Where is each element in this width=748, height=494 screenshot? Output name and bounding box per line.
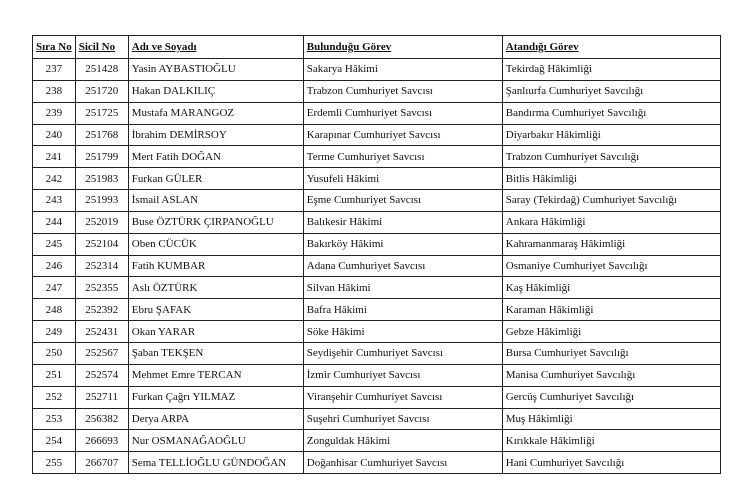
current-post-cell: Suşehri Cumhuriyet Savcısı [303, 408, 502, 430]
sira-no-cell: 254 [33, 430, 76, 452]
current-post-cell: Viranşehir Cumhuriyet Savcısı [303, 386, 502, 408]
assigned-post-cell: Gercüş Cumhuriyet Savcılığı [502, 386, 720, 408]
table-row [33, 430, 721, 452]
table-row [33, 386, 721, 408]
name-cell: Buse ÖZTÜRK ÇIRPANOĞLU [128, 211, 303, 233]
assigned-post-cell: Tekirdağ Hâkimliği [502, 59, 720, 81]
sira-no-cell: 244 [33, 211, 76, 233]
assigned-post-cell: Karaman Hâkimliği [502, 299, 720, 321]
sira-no-cell: 250 [33, 342, 76, 364]
table-row [33, 277, 721, 299]
sicil-no-cell: 252574 [75, 364, 128, 386]
name-cell: Mert Fatih DOĞAN [128, 146, 303, 168]
assigned-post-cell: Diyarbakır Hâkimliği [502, 124, 720, 146]
sira-no-cell: 253 [33, 408, 76, 430]
current-post-cell: Terme Cumhuriyet Savcısı [303, 146, 502, 168]
assigned-post-cell: Manisa Cumhuriyet Savcılığı [502, 364, 720, 386]
assigned-post-cell: Muş Hâkimliği [502, 408, 720, 430]
current-post-cell: Silvan Hâkimi [303, 277, 502, 299]
header-sicil-no: Sicil No [75, 36, 128, 59]
name-cell: Sema TELLİOĞLU GÜNDOĞAN [128, 452, 303, 474]
sira-no-cell: 249 [33, 321, 76, 343]
sicil-no-cell: 252567 [75, 342, 128, 364]
sicil-no-cell: 251799 [75, 146, 128, 168]
sicil-no-cell: 252314 [75, 255, 128, 277]
sicil-no-cell: 252392 [75, 299, 128, 321]
table-row [33, 168, 721, 190]
assigned-post-cell: Kaş Hâkimliği [502, 277, 720, 299]
sicil-no-cell: 251720 [75, 80, 128, 102]
name-cell: Aslı ÖZTÜRK [128, 277, 303, 299]
sira-no-cell: 238 [33, 80, 76, 102]
current-post-cell: Adana Cumhuriyet Savcısı [303, 255, 502, 277]
table-row [33, 102, 721, 124]
current-post-cell: Balıkesir Hâkimi [303, 211, 502, 233]
assigned-post-cell: Şanlıurfa Cumhuriyet Savcılığı [502, 80, 720, 102]
current-post-cell: Trabzon Cumhuriyet Savcısı [303, 80, 502, 102]
current-post-cell: Bakırköy Hâkimi [303, 233, 502, 255]
sicil-no-cell: 252355 [75, 277, 128, 299]
sicil-no-cell: 266693 [75, 430, 128, 452]
name-cell: İsmail ASLAN [128, 190, 303, 212]
table-row [33, 408, 721, 430]
current-post-cell: Doğanhisar Cumhuriyet Savcısı [303, 452, 502, 474]
table-row [33, 124, 721, 146]
assigned-post-cell: Gebze Hâkimliği [502, 321, 720, 343]
sicil-no-cell: 256382 [75, 408, 128, 430]
sira-no-cell: 240 [33, 124, 76, 146]
sicil-no-cell: 251768 [75, 124, 128, 146]
sira-no-cell: 242 [33, 168, 76, 190]
name-cell: Okan YARAR [128, 321, 303, 343]
sira-no-cell: 237 [33, 59, 76, 81]
sicil-no-cell: 252711 [75, 386, 128, 408]
current-post-cell: Seydişehir Cumhuriyet Savcısı [303, 342, 502, 364]
sira-no-cell: 241 [33, 146, 76, 168]
assigned-post-cell: Bursa Cumhuriyet Savcılığı [502, 342, 720, 364]
table-row [33, 364, 721, 386]
sicil-no-cell: 252019 [75, 211, 128, 233]
assigned-post-cell: Saray (Tekirdağ) Cumhuriyet Savcılığı [502, 190, 720, 212]
sicil-no-cell: 251428 [75, 59, 128, 81]
table-row [33, 299, 721, 321]
table-body [33, 59, 721, 474]
sicil-no-cell: 252104 [75, 233, 128, 255]
table-row [33, 233, 721, 255]
header-atandigi-gorev: Atandığı Görev [502, 36, 720, 59]
assigned-post-cell: Osmaniye Cumhuriyet Savcılığı [502, 255, 720, 277]
name-cell: Furkan GÜLER [128, 168, 303, 190]
sira-no-cell: 246 [33, 255, 76, 277]
current-post-cell: Söke Hâkimi [303, 321, 502, 343]
table-row [33, 146, 721, 168]
current-post-cell: Zonguldak Hâkimi [303, 430, 502, 452]
name-cell: Oben CÜCÜK [128, 233, 303, 255]
current-post-cell: Sakarya Hâkimi [303, 59, 502, 81]
sicil-no-cell: 251983 [75, 168, 128, 190]
name-cell: Fatih KUMBAR [128, 255, 303, 277]
table-row [33, 452, 721, 474]
name-cell: İbrahim DEMİRSOY [128, 124, 303, 146]
assigned-post-cell: Bitlis Hâkimliği [502, 168, 720, 190]
table-row [33, 342, 721, 364]
name-cell: Derya ARPA [128, 408, 303, 430]
sicil-no-cell: 251725 [75, 102, 128, 124]
sira-no-cell: 239 [33, 102, 76, 124]
table-row [33, 255, 721, 277]
name-cell: Mustafa MARANGOZ [128, 102, 303, 124]
current-post-cell: Yusufeli Hâkimi [303, 168, 502, 190]
sira-no-cell: 247 [33, 277, 76, 299]
header-sira-no: Sıra No [33, 36, 76, 59]
name-cell: Furkan Çağrı YILMAZ [128, 386, 303, 408]
assigned-post-cell: Kırıkkale Hâkimliği [502, 430, 720, 452]
sira-no-cell: 243 [33, 190, 76, 212]
sira-no-cell: 251 [33, 364, 76, 386]
current-post-cell: İzmir Cumhuriyet Savcısı [303, 364, 502, 386]
sicil-no-cell: 251993 [75, 190, 128, 212]
name-cell: Mehmet Emre TERCAN [128, 364, 303, 386]
sira-no-cell: 252 [33, 386, 76, 408]
table-header-row [33, 36, 721, 59]
assigned-post-cell: Kahramanmaraş Hâkimliği [502, 233, 720, 255]
table-row [33, 190, 721, 212]
sicil-no-cell: 252431 [75, 321, 128, 343]
sicil-no-cell: 266707 [75, 452, 128, 474]
assigned-post-cell: Hani Cumhuriyet Savcılığı [502, 452, 720, 474]
assigned-post-cell: Trabzon Cumhuriyet Savcılığı [502, 146, 720, 168]
current-post-cell: Bafra Hâkimi [303, 299, 502, 321]
name-cell: Nur OSMANAĞAOĞLU [128, 430, 303, 452]
current-post-cell: Eşme Cumhuriyet Savcısı [303, 190, 502, 212]
header-adi-soyadi: Adı ve Soyadı [128, 36, 303, 59]
current-post-cell: Karapınar Cumhuriyet Savcısı [303, 124, 502, 146]
sira-no-cell: 248 [33, 299, 76, 321]
assigned-post-cell: Bandırma Cumhuriyet Savcılığı [502, 102, 720, 124]
name-cell: Hakan DALKILIÇ [128, 80, 303, 102]
current-post-cell: Erdemli Cumhuriyet Savcısı [303, 102, 502, 124]
name-cell: Şaban TEKŞEN [128, 342, 303, 364]
table-row [33, 211, 721, 233]
name-cell: Yasin AYBASTIOĞLU [128, 59, 303, 81]
sira-no-cell: 245 [33, 233, 76, 255]
assigned-post-cell: Ankara Hâkimliği [502, 211, 720, 233]
name-cell: Ebru ŞAFAK [128, 299, 303, 321]
sira-no-cell: 255 [33, 452, 76, 474]
table-row [33, 80, 721, 102]
assignment-table [32, 35, 721, 474]
table-row [33, 59, 721, 81]
header-bulundugu-gorev: Bulunduğu Görev [303, 36, 502, 59]
table-row [33, 321, 721, 343]
